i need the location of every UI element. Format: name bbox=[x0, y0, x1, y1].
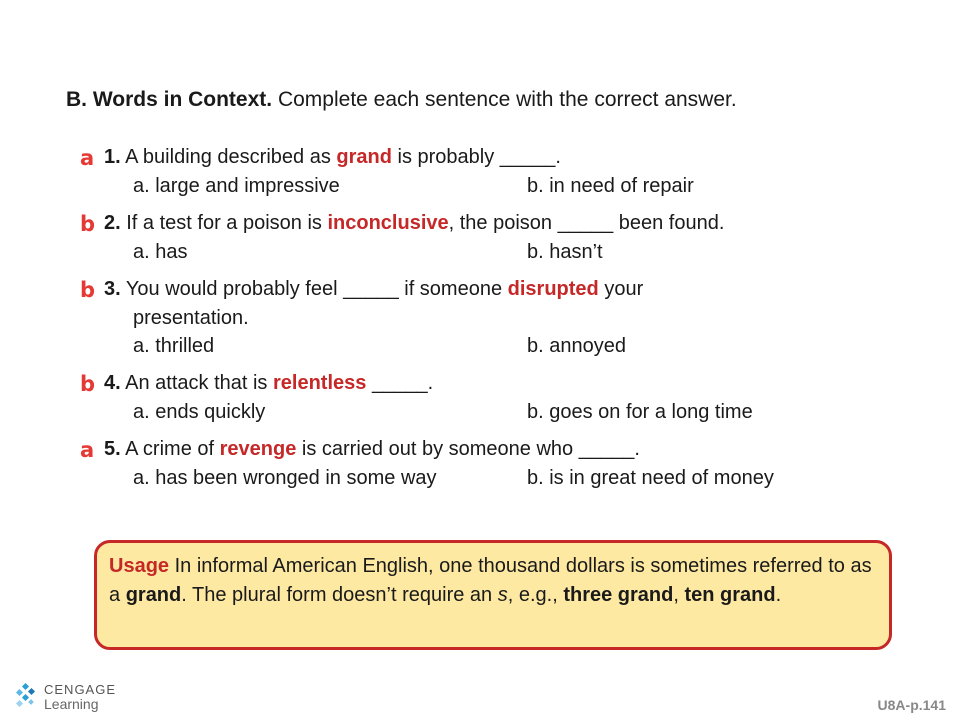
question-stem bbox=[104, 369, 433, 398]
stem-text-post: is carried out by someone who _____. bbox=[296, 438, 640, 460]
section-heading bbox=[66, 88, 737, 112]
usage-example-ten-grand: ten grand bbox=[684, 584, 776, 606]
usage-text: In informal American English, one thousand dollars is sometimes referred to as a bbox=[109, 555, 872, 606]
section-heading-bold: B. Words in Context. bbox=[66, 88, 273, 111]
stem-text-post: your bbox=[598, 278, 644, 300]
usage-italic-s: s bbox=[497, 584, 508, 606]
option-a: a. has bbox=[133, 241, 188, 263]
usage-example-three-grand: three grand bbox=[563, 584, 674, 606]
question-number: 4. bbox=[104, 372, 121, 394]
usage-text: , e.g., bbox=[507, 584, 564, 606]
stem-text-post: , the poison _____ been found. bbox=[448, 212, 725, 234]
option-b: b. hasn’t bbox=[527, 241, 603, 263]
keyword: relentless bbox=[273, 372, 367, 394]
stem-text-pre: If a test for a poison is bbox=[120, 212, 328, 234]
handwritten-answer: b bbox=[80, 372, 96, 396]
usage-text: , bbox=[673, 584, 685, 606]
page-reference: U8A-p.141 bbox=[877, 697, 946, 713]
question-number: 2. bbox=[104, 212, 121, 234]
option-b: b. annoyed bbox=[527, 335, 626, 357]
option-b: b. goes on for a long time bbox=[527, 401, 753, 423]
handwritten-answer: b bbox=[80, 212, 96, 236]
option-a: a. has been wronged in some way bbox=[133, 467, 437, 489]
stem-text-pre: An attack that is bbox=[120, 372, 273, 394]
question-number: 5. bbox=[104, 438, 121, 460]
usage-text: . The plural form doesn’t require an bbox=[181, 584, 498, 606]
logo-line-2: Learning bbox=[44, 696, 99, 712]
usage-note-box bbox=[94, 540, 892, 650]
handwritten-answer: a bbox=[80, 438, 95, 462]
option-a: a. large and impressive bbox=[133, 175, 340, 197]
cengage-mark-icon bbox=[14, 682, 40, 712]
cengage-logo bbox=[14, 682, 117, 714]
stem-text-post: is probably _____. bbox=[391, 146, 561, 168]
option-a: a. thrilled bbox=[133, 335, 215, 357]
stem-text-pre: You would probably feel _____ if someone bbox=[120, 278, 508, 300]
usage-text: . bbox=[775, 584, 782, 606]
stem-text-post: _____. bbox=[366, 372, 434, 394]
keyword: revenge bbox=[219, 438, 297, 460]
option-b: b. is in great need of money bbox=[527, 467, 774, 489]
section-heading-instructions: Complete each sentence with the correct answer. bbox=[272, 88, 737, 111]
option-a: a. ends quickly bbox=[133, 401, 266, 423]
question-stem bbox=[104, 435, 640, 464]
keyword: grand bbox=[336, 146, 392, 168]
stem-text-pre: A building described as bbox=[120, 146, 337, 168]
question-number: 3. bbox=[104, 278, 121, 300]
handwritten-answer: a bbox=[80, 146, 95, 170]
usage-term-grand: grand bbox=[125, 584, 182, 606]
stem-continuation: presentation. bbox=[133, 307, 249, 329]
question-stem bbox=[104, 209, 724, 238]
stem-text-pre: A crime of bbox=[120, 438, 220, 460]
question-stem bbox=[104, 275, 643, 304]
keyword: disrupted bbox=[507, 278, 599, 300]
question-stem bbox=[104, 143, 561, 172]
keyword: inconclusive bbox=[327, 212, 449, 234]
usage-label: Usage bbox=[109, 555, 170, 577]
logo-line-1: CENGAGE bbox=[44, 682, 117, 697]
question-number: 1. bbox=[104, 146, 121, 168]
handwritten-answer: b bbox=[80, 278, 96, 302]
option-b: b. in need of repair bbox=[527, 175, 694, 197]
